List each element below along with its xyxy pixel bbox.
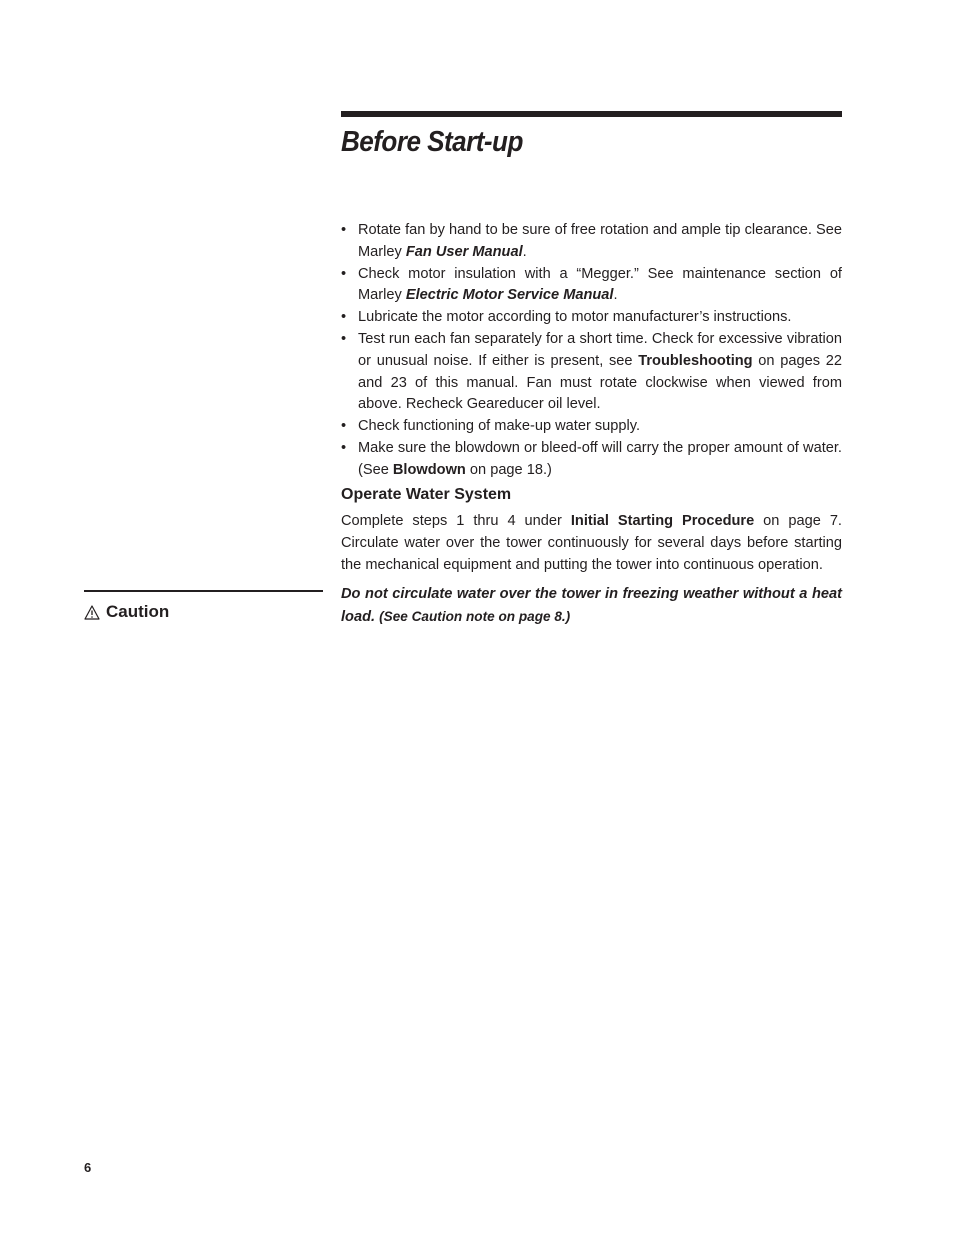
page-title: Before Start-up <box>341 126 523 158</box>
manual-reference: Fan User Manual <box>405 243 523 260</box>
list-item: • Check functioning of make-up water supply. <box>341 416 842 438</box>
bullet-mark: • <box>341 439 347 456</box>
section-reference: Initial Starting Procedure <box>570 513 755 529</box>
caution-text: Do not circulate water over the tower in freezing weather without a heat load. (See Caution note on page 8.) <box>341 586 842 625</box>
list-item: • Make sure the blowdown or bleed-off will carry the proper amount of water. (See Blowdown on page 18.) <box>341 439 842 478</box>
bullet-mark: • <box>341 309 347 326</box>
bullet-mark: • <box>341 418 347 435</box>
warning-icon <box>84 605 100 620</box>
caution-note: (See Caution note on page 8.) <box>379 608 571 624</box>
title-rule <box>341 111 842 117</box>
list-item: • Rotate fan by hand to be sure of free rotation and ample tip clearance. See Marley Fan User Manual. <box>341 222 842 260</box>
bullet-mark: • <box>341 222 347 238</box>
list-item: • Test run each fan separately for a short time. Check for excessive vibration or unusual noise. If either is present, see Troubleshooting on pages 22 and 23 of this manual. Fan must rotate clockwise when viewed from above. Recheck Geareducer oil level. <box>341 330 842 413</box>
section-reference: Blowdown <box>392 461 466 478</box>
caution-label: Caution <box>106 602 170 621</box>
bullet-mark: • <box>341 265 347 282</box>
checklist <box>341 220 842 482</box>
section-reference: Troubleshooting <box>638 352 753 369</box>
caution-rule <box>84 590 323 592</box>
bullet-mark: • <box>341 330 347 347</box>
water-system-paragraph: Complete steps 1 thru 4 under Initial Starting Procedure on page 7. Circulate water over the tower continuously for several days before starting the mechanical equipment and putting the tower into continuous operation. <box>341 513 842 573</box>
page-number: 6 <box>84 1160 92 1175</box>
manual-reference: Electric Motor Service Manual <box>405 287 614 304</box>
list-item: • Check motor insulation with a “Megger.” See maintenance section of Marley Electric Motor Service Manual. <box>341 265 842 304</box>
caution-heading <box>84 602 169 622</box>
section-heading: Operate Water System <box>341 486 512 503</box>
list-item: • Lubricate the motor according to motor manufacturer’s instructions. <box>341 307 842 329</box>
